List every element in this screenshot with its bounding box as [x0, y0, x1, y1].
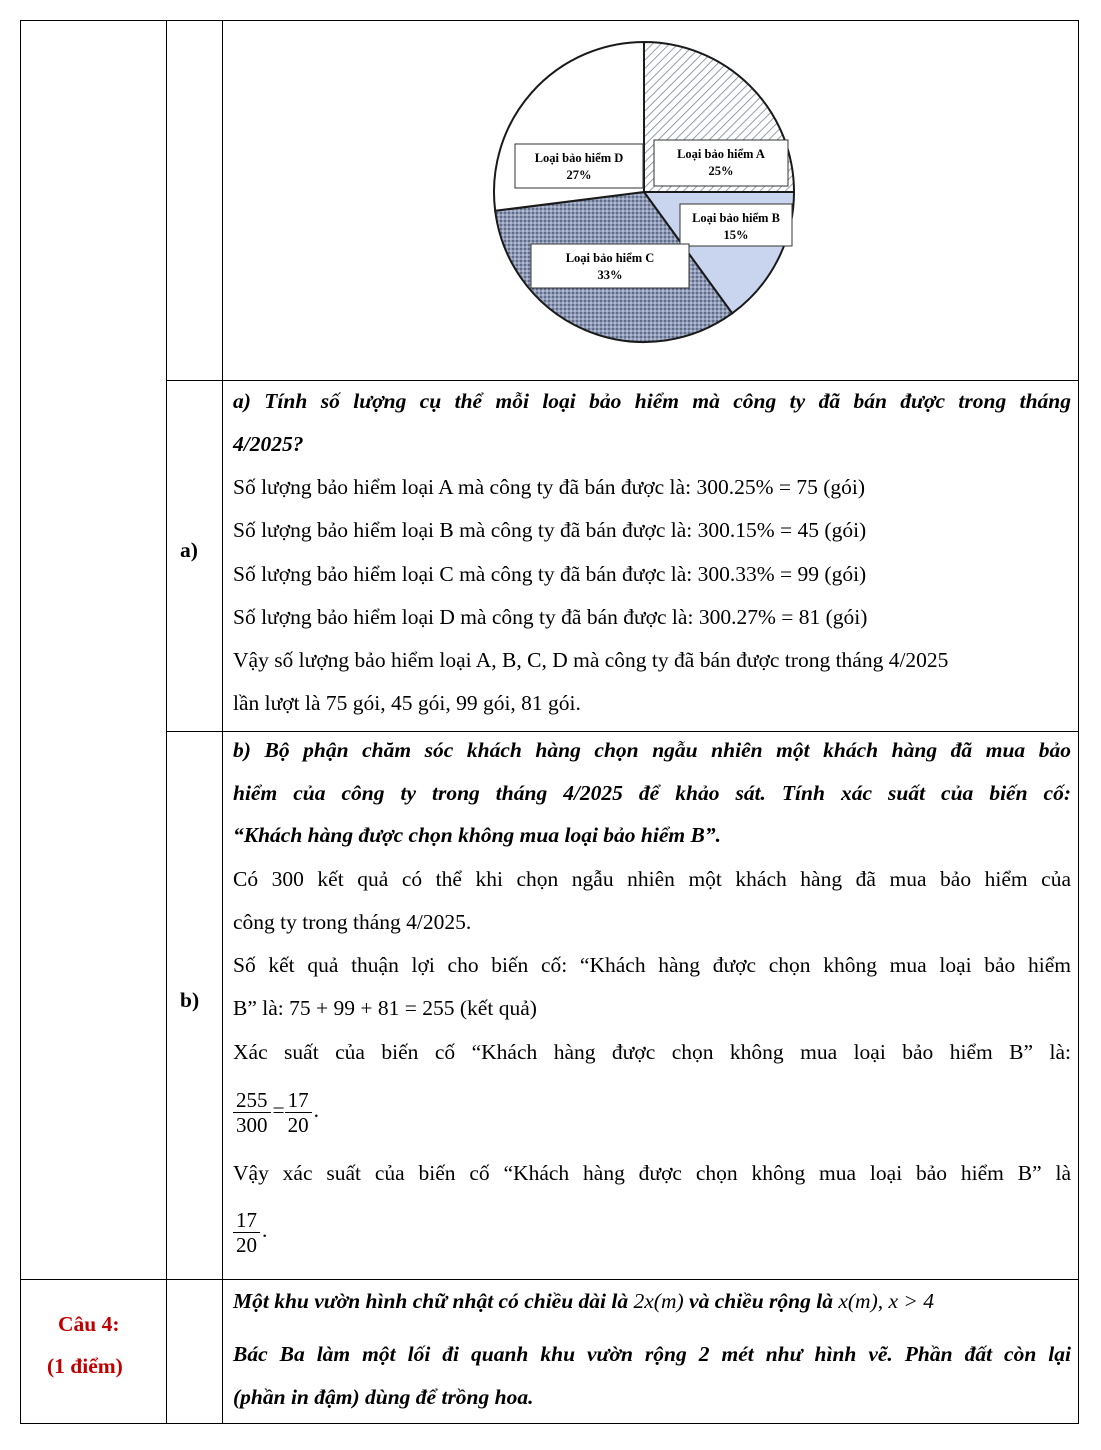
- part-b-line2: công ty trong tháng 4/2025.: [233, 910, 472, 934]
- part-b-fraction-line: [233, 1080, 1071, 1140]
- part-a-line-C: [233, 559, 1071, 589]
- pie-chart: [0, 0, 1101, 380]
- part-b-question-l1: [233, 735, 1071, 765]
- part-a-line-B-text: Số lượng bảo hiểm loại B mà công ty đã bán được là:: [233, 518, 698, 542]
- part-a-label: a): [180, 538, 198, 562]
- part-b-line5: [233, 1037, 1071, 1067]
- cau4-line2-text: Bác Ba làm một lối đi quanh khu vườn rộng 2 mét như hình vẽ. Phần đất còn lại: [233, 1342, 1071, 1366]
- part-b-line1: [233, 864, 1071, 894]
- cau4-line2: [233, 1339, 1071, 1369]
- part-b-line4: [233, 993, 1071, 1023]
- part-a-line-D: [233, 602, 1071, 632]
- row-divider-b: [20, 1279, 1079, 1280]
- part-b-line3: [233, 950, 1071, 980]
- part-a-line-D-text: Số lượng bảo hiểm loại D mà công ty đã bán được là:: [233, 605, 699, 629]
- part-a-line-B-math: 300.15% = 45: [697, 518, 820, 542]
- pie-label-value-slice-d: 27%: [566, 168, 592, 182]
- cau4-line1-math2: x(m), x > 4: [838, 1289, 935, 1313]
- part-b-line1-text: Có 300 kết quả có thể khi chọn ngẫu nhiên một khách hàng đã mua bảo hiểm của: [233, 867, 1071, 891]
- row-divider-a: [166, 731, 1079, 732]
- part-a-line-A-math: 300.25% = 75: [696, 475, 818, 499]
- pie-label-value-slice-c: 33%: [597, 268, 623, 282]
- equals-sign: =: [272, 1098, 285, 1122]
- cau4-points: (1 điểm): [47, 1354, 123, 1378]
- fraction-17-20-final: [233, 1208, 260, 1257]
- fraction-17-20: [285, 1088, 312, 1137]
- pie-label-name-slice-c: Loại bảo hiểm C: [565, 251, 655, 265]
- part-b-line4-prefix: B” là:: [233, 996, 290, 1020]
- part-b-question-l1-text: b) Bộ phận chăm sóc khách hàng chọn ngẫu nhiên một khách hàng đã mua bảo: [233, 738, 1071, 762]
- pie-label-name-slice-a: Loại bảo hiểm A: [677, 147, 765, 161]
- fraction-numerator: 17: [233, 1208, 260, 1233]
- part-b-line6: [233, 1158, 1071, 1188]
- part-b-label: b): [180, 988, 200, 1012]
- part-a-line-A-unit: (gói): [817, 475, 866, 499]
- pie-label-name-slice-d: Loại bảo hiểm D: [534, 151, 624, 165]
- part-a-line-A: [233, 472, 1071, 502]
- fraction-denominator: 300: [236, 1112, 268, 1137]
- part-a-conclusion-l2: lần lượt là 75 gói, 45 gói, 99 gói, 81 gói.: [233, 691, 581, 715]
- part-b-question-l2-text: hiểm của công ty trong tháng 4/2025 để khảo sát. Tính xác suất của biến cố:: [233, 781, 1071, 805]
- period: .: [262, 1218, 268, 1242]
- pie-label-value-slice-b: 15%: [723, 228, 749, 242]
- part-b-line5-text: Xác suất của biến cố “Khách hàng được chọn không mua loại bảo hiểm B” là:: [233, 1040, 1071, 1064]
- part-a-question: [233, 386, 1071, 416]
- row-divider-chart: [166, 380, 1079, 381]
- fraction-denominator: 20: [287, 1112, 309, 1137]
- part-b-line3-text: Số kết quả thuận lợi cho biến cố: “Khách hàng được chọn không mua loại bảo hiểm: [233, 953, 1071, 977]
- cau4-line1-mid: và chiều rộng là: [683, 1289, 839, 1313]
- part-b-question-l3: “Khách hàng được chọn không mua loại bảo hiểm B”.: [233, 823, 721, 847]
- cau4-line3: (phần in đậm) dùng để trồng hoa.: [233, 1385, 534, 1409]
- part-a-line-B-unit: (gói): [819, 518, 867, 542]
- pie-label-name-slice-b: Loại bảo hiểm B: [692, 211, 780, 225]
- part-b-line6-text: Vậy xác suất của biến cố “Khách hàng được chọn không mua loại bảo hiểm B” là: [233, 1161, 1071, 1185]
- part-b-line4-suffix: (kết quả): [454, 996, 537, 1020]
- cau4-line1-math1: 2x(m): [633, 1289, 684, 1313]
- part-a-line-A-text: Số lượng bảo hiểm loại A mà công ty đã bán được là:: [233, 475, 697, 499]
- fraction-255-300: [233, 1088, 271, 1137]
- part-a-line-C-unit: (gói): [819, 562, 867, 586]
- fraction-numerator: 255: [233, 1088, 271, 1113]
- part-b-final-fraction: [233, 1200, 1071, 1260]
- part-b-question-l2: [233, 778, 1071, 808]
- part-a-question-l1: a) Tính số lượng cụ thể mỗi loại bảo hiểm mà công ty đã bán được trong tháng: [233, 389, 1071, 413]
- part-b-line4-math: 75 + 99 + 81 = 255: [289, 996, 455, 1020]
- fraction-numerator: 17: [285, 1088, 312, 1113]
- part-a-conclusion-l1: Vậy số lượng bảo hiểm loại A, B, C, D mà công ty đã bán được trong tháng 4/2025: [233, 648, 949, 672]
- part-a-line-D-math: 300.27% = 81: [698, 605, 821, 629]
- part-a-line-C-text: Số lượng bảo hiểm loại C mà công ty đã bán được là:: [233, 562, 698, 586]
- part-a-question-l2: 4/2025?: [233, 432, 304, 456]
- part-a-line-B: [233, 515, 1071, 545]
- pie-label-value-slice-a: 25%: [708, 164, 734, 178]
- cau4-line1-text: Một khu vườn hình chữ nhật có chiều dài là: [233, 1289, 634, 1313]
- cau4-label: Câu 4:: [58, 1312, 120, 1336]
- part-a-line-D-unit: (gói): [820, 605, 868, 629]
- cau4-line1: [233, 1286, 1071, 1316]
- fraction-denominator: 20: [236, 1232, 257, 1257]
- part-a-line-C-math: 300.33% = 99: [697, 562, 820, 586]
- period: .: [313, 1098, 320, 1122]
